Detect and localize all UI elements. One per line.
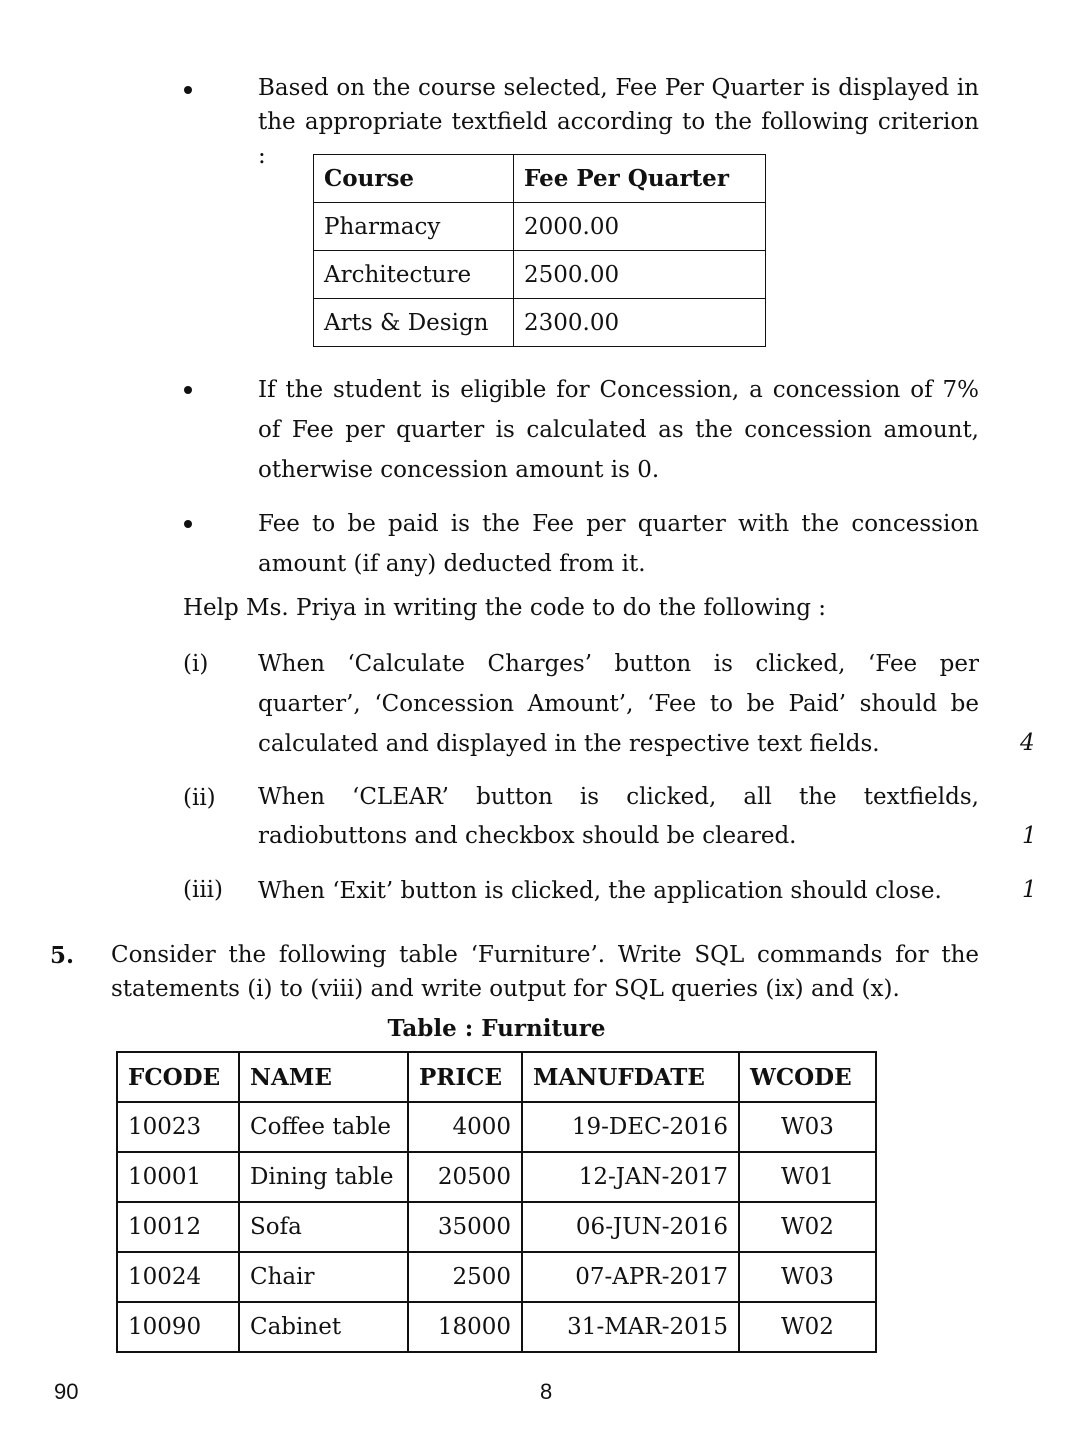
part-text: When ‘CLEAR’ button is clicked, all the textfields, radiobuttons and checkbox should be cleared. bbox=[258, 784, 979, 849]
table-cell: W01 bbox=[739, 1152, 876, 1202]
part-number: (iii) bbox=[183, 877, 224, 903]
part-number: (i) bbox=[183, 651, 209, 677]
table-cell: 12-JAN-2017 bbox=[522, 1152, 739, 1202]
help-text: Help Ms. Priya in writing the code to do the following : bbox=[183, 595, 827, 621]
table-row bbox=[117, 1252, 876, 1302]
table-header-cell: WCODE bbox=[739, 1052, 876, 1102]
table-cell: W02 bbox=[739, 1302, 876, 1352]
table-cell: W03 bbox=[739, 1252, 876, 1302]
table-cell: 2300.00 bbox=[514, 299, 766, 347]
bullet-marker bbox=[184, 520, 192, 528]
table-header-cell: Course bbox=[314, 155, 514, 203]
table-row bbox=[117, 1202, 876, 1252]
table-cell: 2000.00 bbox=[514, 203, 766, 251]
table-cell: 07-APR-2017 bbox=[522, 1252, 739, 1302]
page-number: 8 bbox=[540, 1379, 553, 1404]
table-cell: 10024 bbox=[117, 1252, 239, 1302]
fee-per-quarter-table bbox=[313, 154, 766, 347]
table-cell: Dining table bbox=[239, 1152, 408, 1202]
table-row bbox=[117, 1302, 876, 1352]
question-number: 5. bbox=[50, 942, 75, 969]
table-header-row bbox=[117, 1052, 876, 1102]
paper-code: 90 bbox=[54, 1379, 79, 1404]
table-cell: 10001 bbox=[117, 1152, 239, 1202]
table-cell: 20500 bbox=[408, 1152, 522, 1202]
table-cell: Sofa bbox=[239, 1202, 408, 1252]
table-header-cell: MANUFDATE bbox=[522, 1052, 739, 1102]
table-cell: Arts & Design bbox=[314, 299, 514, 347]
bullet-marker bbox=[184, 86, 192, 94]
table-row bbox=[117, 1102, 876, 1152]
table-cell: W03 bbox=[739, 1102, 876, 1152]
marks-label: 4 bbox=[1020, 730, 1035, 756]
marks-label: 1 bbox=[1022, 823, 1037, 849]
table-header-cell: FCODE bbox=[117, 1052, 239, 1102]
table-cell: Architecture bbox=[314, 251, 514, 299]
table-header-cell: PRICE bbox=[408, 1052, 522, 1102]
table-header-cell: NAME bbox=[239, 1052, 408, 1102]
table-cell: Pharmacy bbox=[314, 203, 514, 251]
table-cell: 2500 bbox=[408, 1252, 522, 1302]
table-cell: 31-MAR-2015 bbox=[522, 1302, 739, 1352]
table-cell: 4000 bbox=[408, 1102, 522, 1152]
table-header-cell: Fee Per Quarter bbox=[514, 155, 766, 203]
bullet-text: If the student is eligible for Concession, a concession of 7% of Fee per quarter is calculated as the concession amount, otherwise concession amount is 0. bbox=[258, 377, 979, 483]
table-cell: 10023 bbox=[117, 1102, 239, 1152]
table-row bbox=[314, 251, 766, 299]
bullet-text: Based on the course selected, Fee Per Quarter is displayed in the appropriate textfield according to the following criterion : bbox=[258, 75, 979, 169]
table-cell: 19-DEC-2016 bbox=[522, 1102, 739, 1152]
table-row bbox=[314, 203, 766, 251]
table-cell: 2500.00 bbox=[514, 251, 766, 299]
table-cell: Coffee table bbox=[239, 1102, 408, 1152]
table-cell: 10090 bbox=[117, 1302, 239, 1352]
question-text: Consider the following table ‘Furniture’. Write SQL commands for the statements (i) to (viii) and write output for SQL queries (ix) and (x). bbox=[111, 942, 979, 1002]
table-row bbox=[117, 1152, 876, 1202]
bullet-marker bbox=[184, 386, 192, 394]
part-number: (ii) bbox=[183, 785, 216, 811]
table-title: Table : Furniture bbox=[387, 1015, 606, 1042]
table-header-row bbox=[314, 155, 766, 203]
table-row bbox=[314, 299, 766, 347]
part-text: When ‘Exit’ button is clicked, the application should close. bbox=[258, 878, 942, 904]
bullet-text: Fee to be paid is the Fee per quarter with the concession amount (if any) deducted from it. bbox=[258, 511, 979, 577]
table-cell: 06-JUN-2016 bbox=[522, 1202, 739, 1252]
table-cell: 18000 bbox=[408, 1302, 522, 1352]
table-cell: W02 bbox=[739, 1202, 876, 1252]
table-cell: 10012 bbox=[117, 1202, 239, 1252]
table-cell: Chair bbox=[239, 1252, 408, 1302]
table-cell: 35000 bbox=[408, 1202, 522, 1252]
part-text: When ‘Calculate Charges’ button is clicked, ‘Fee per quarter’, ‘Concession Amount’, ‘Fee to be Paid’ should be calculated and displayed in the respective text fields. bbox=[258, 651, 979, 757]
furniture-table bbox=[116, 1051, 877, 1353]
marks-label: 1 bbox=[1022, 877, 1037, 903]
table-cell: Cabinet bbox=[239, 1302, 408, 1352]
